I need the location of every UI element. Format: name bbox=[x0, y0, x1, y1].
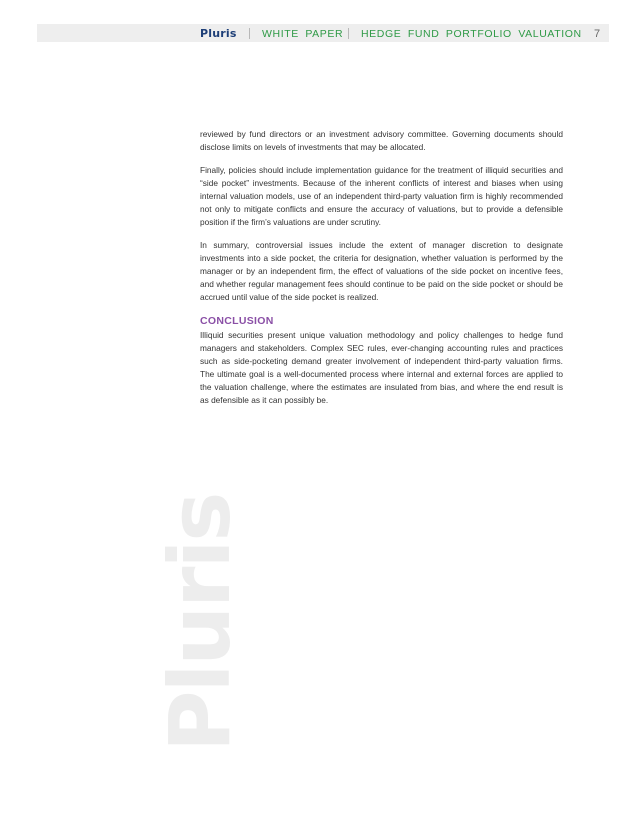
pluris-logo: Pluris bbox=[200, 27, 237, 40]
body-text bbox=[200, 128, 563, 417]
header-divider bbox=[249, 28, 250, 39]
paragraph: In summary, controversial issues include the extent of manager discretion to designate investments into a side pocket, the criteria for designation, whether valuation is performed by the manager or by an independent firm, the effect of valuations of the side pocket on incentive fees, and whether regular management fees should continue to be paid on the side pocket or should be accrued until value of the side pocket is realized. bbox=[200, 240, 563, 302]
header-document-title: HEDGE FUND PORTFOLIO VALUATION bbox=[361, 28, 582, 40]
paragraph: Finally, policies should include implementation guidance for the treatment of illiquid securities and “side pocket” investments. Because of the inherent conflicts of interest and biases when using internal valuation models, use of an independent third-party valuation firm is highly recommended not only to mitigate conflicts and ensure the accuracy of valuations, but to provide a defensible position if the firm’s valuations are under scrutiny. bbox=[200, 165, 563, 227]
paragraph: reviewed by fund directors or an investment advisory committee. Governing documents should disclose limits on levels of investments that may be allocated. bbox=[200, 129, 563, 152]
conclusion-paragraph: Illiquid securities present unique valuation methodology and policy challenges to hedge fund managers and stakeholders. Complex SEC rules, ever-changing accounting rules and practices such as side-pocketing demand greater involvement of independent third-party valuation firms. The ultimate goal is a well-documented process where internal and external forces are applied to the valuation challenge, where the estimates are insulated from bias, and where the end result is as defensible as it can possibly be. bbox=[200, 330, 563, 405]
conclusion-heading: CONCLUSION bbox=[200, 315, 274, 327]
header-section-label: WHITE PAPER bbox=[262, 28, 344, 40]
header-divider bbox=[348, 28, 349, 39]
pluris-watermark: Pluris bbox=[151, 493, 249, 752]
page-number: 7 bbox=[594, 28, 601, 40]
